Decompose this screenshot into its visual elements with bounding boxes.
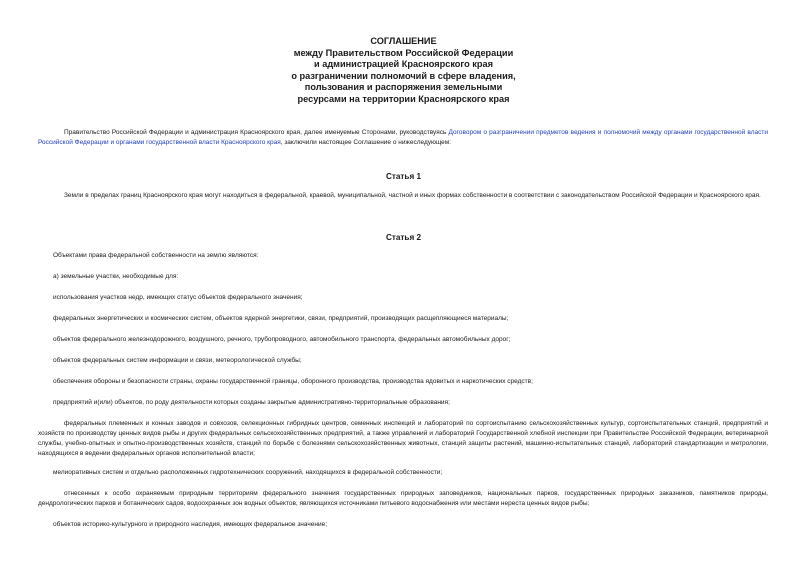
list-item: обеспечения обороны и безопасности страны, охраны государственной границы, оборонного производства, производства ядовитых и наркотических средств; xyxy=(53,378,533,385)
title-line: о разграничении полномочий в сфере владения, xyxy=(291,70,516,81)
preamble-paragraph xyxy=(38,128,768,148)
list-item: отнесенных к особо охраняемым природным территориям федерального значения государственных природных заповедников, национальных парков, государственных природных заказников, памятников природы, дендрологических парков и ботанических садов, водоохранных зон водных объектов, являющихся источниками питьевого водоснабжения или местами нереста ценных видов рыбы; xyxy=(38,490,768,507)
list-item: мелиоративных систем и отдельно расположенных гидротехнических сооружений, находящихся в федеральной собственности; xyxy=(53,469,443,476)
list-item: федеральных энергетических и космических систем, объектов ядерной энергетики, связи, предприятий, производящих расщепляющиеся материалы; xyxy=(53,315,509,322)
title-line: СОГЛАШЕНИЕ xyxy=(370,36,437,46)
list-item: объектов историко-культурного и природного наследия, имеющих федеральное значение; xyxy=(53,521,328,528)
list-item: предприятий и(или) объектов, по роду деятельности которых созданы закрытые административно-территориальные образования; xyxy=(53,399,450,406)
preamble-text: Правительство Российской Федерации и администрация Красноярского края, далее именуемые Сторонами, руководствуясь xyxy=(64,129,449,136)
title-line: ресурсами на территории Красноярского края xyxy=(297,93,510,104)
preamble-text-end: , заключили настоящее Соглашение о нижеследующем: xyxy=(280,139,452,146)
title-line: и администрацией Красноярского края xyxy=(314,59,493,70)
article-2-heading: Статья 2 xyxy=(385,233,422,242)
list-item: Объектами права федеральной собственности на землю являются: xyxy=(53,252,259,259)
list-item: использования участков недр, имеющих статус объектов федерального значения; xyxy=(53,294,303,301)
list-item: федеральных племенных и конных заводов и совхозов, селекционных гибридных центров, семенных инспекций и лабораторий по сортоиспытанию сельскохозяйственных культур, сортоиспытательных станций, предприятий и хозяйств по производству ценных видов рыбы и других федеральных сельскохозяйственных предприятий, а также управлений и лабораторий Государственной хлебной инспекции при Правительстве Российской Федерации, ветеринарной службы, учебно-опытных и опытно-производственных хозяйств, станций по борьбе с болезнями сельскохозяйственных животных, станций защиты растений, машинно-испытательных станций, лабораторий стандартизации и метрологии, находящихся в ведении федеральных органов исполнительной власти; xyxy=(38,420,768,457)
article-1-heading: Статья 1 xyxy=(385,172,422,181)
title-line: пользования и распоряжения земельными xyxy=(304,82,503,93)
list-item: объектов федеральных систем информации и связи, метеорологической службы; xyxy=(53,357,302,364)
document-title xyxy=(0,36,807,106)
treaty-link[interactable]: Договором о разграничении предметов ведения и полномочий между органами государственной власти Российской Федерации и органами государственной власти Красноярского края xyxy=(38,129,768,146)
title-line: между Правительством Российской Федерации xyxy=(293,47,514,58)
list-item: а) земельные участки, необходимые для: xyxy=(53,273,179,280)
article-1-text: Земли в пределах границ Красноярского края могут находиться в федеральной, краевой, муниципальной, частной и иных формах собственности в соответствии с законодательством Российской Федерации и Красноярского края. xyxy=(64,192,761,199)
list-item: объектов федерального железнодорожного, воздушного, речного, трубопроводного, автомобильного транспорта, федеральных автомобильных дорог; xyxy=(53,336,511,343)
